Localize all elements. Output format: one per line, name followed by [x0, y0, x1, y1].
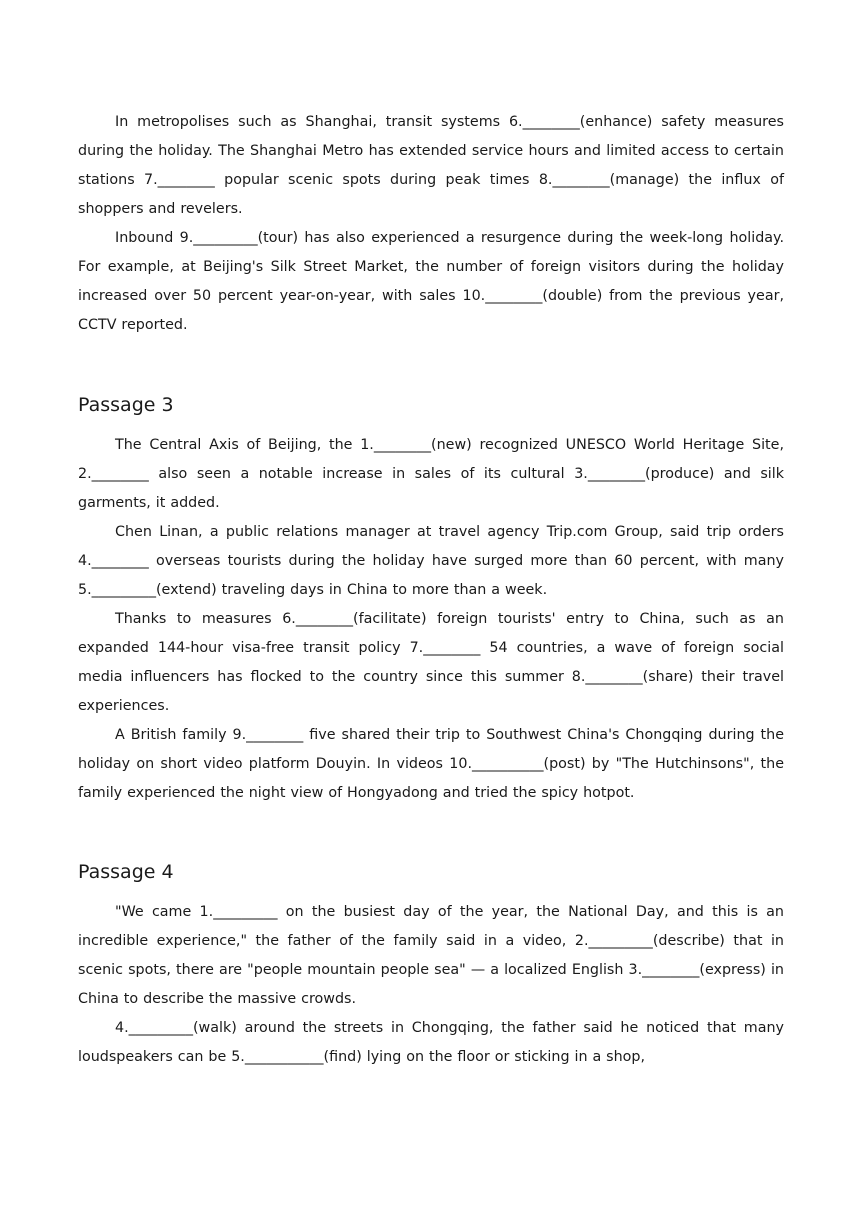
passage-3: [78, 431, 784, 808]
paragraph: A British family 9.________ five shared their trip to Southwest China's Chongqing during the holiday on short video platform Douyin. In videos 10.__________(post) by "The Hutchinsons", the family experienced the night view of Hongyadong and tried the spicy hotpot.: [78, 727, 784, 801]
passage-3-heading: Passage 3: [78, 394, 174, 416]
paragraph: In metropolises such as Shanghai, transit systems 6.________(enhance) safety measures during the holiday. The Shanghai Metro has extended service hours and limited access to certain stations 7.________ popular scenic spots during peak times 8.________(manage) the influx of shoppers and revelers.: [78, 114, 784, 217]
paragraph: Chen Linan, a public relations manager at travel agency Trip.com Group, said trip orders 4.________ overseas tourists during the holiday have surged more than 60 percent, with many 5._________(extend) traveling days in China to more than a week.: [78, 524, 784, 598]
paragraph: 4._________(walk) around the streets in Chongqing, the father said he noticed that many loudspeakers can be 5.___________(find) lying on the floor or sticking in a shop,: [78, 1020, 784, 1065]
paragraph: Inbound 9._________(tour) has also experienced a resurgence during the week-long holiday. For example, at Beijing's Silk Street Market, the number of foreign visitors during the holiday increased over 50 percent year-on-year, with sales 10.________(double) from the previous year, CCTV reported.: [78, 230, 784, 333]
passage-4-heading: Passage 4: [78, 861, 174, 883]
passage-4: [78, 898, 784, 1072]
paragraph: The Central Axis of Beijing, the 1.________(new) recognized UNESCO World Heritage Site, 2.________ also seen a notable increase in sales of its cultural 3.________(produce) and silk garments, it added.: [78, 437, 784, 511]
document-page: [78, 108, 784, 1072]
paragraph: Thanks to measures 6.________(facilitate) foreign tourists' entry to China, such as an expanded 144-hour visa-free transit policy 7.________ 54 countries, a wave of foreign social media influencers has flocked to the country since this summer 8.________(share) their travel experiences.: [78, 611, 784, 714]
passage-2-continuation: [78, 108, 784, 340]
paragraph: "We came 1._________ on the busiest day of the year, the National Day, and this is an incredible experience," the father of the family said in a video, 2._________(describe) that in scenic spots, there are "people mountain people sea" — a localized English 3.________(express) in China to describe the massive crowds.: [78, 904, 784, 1007]
